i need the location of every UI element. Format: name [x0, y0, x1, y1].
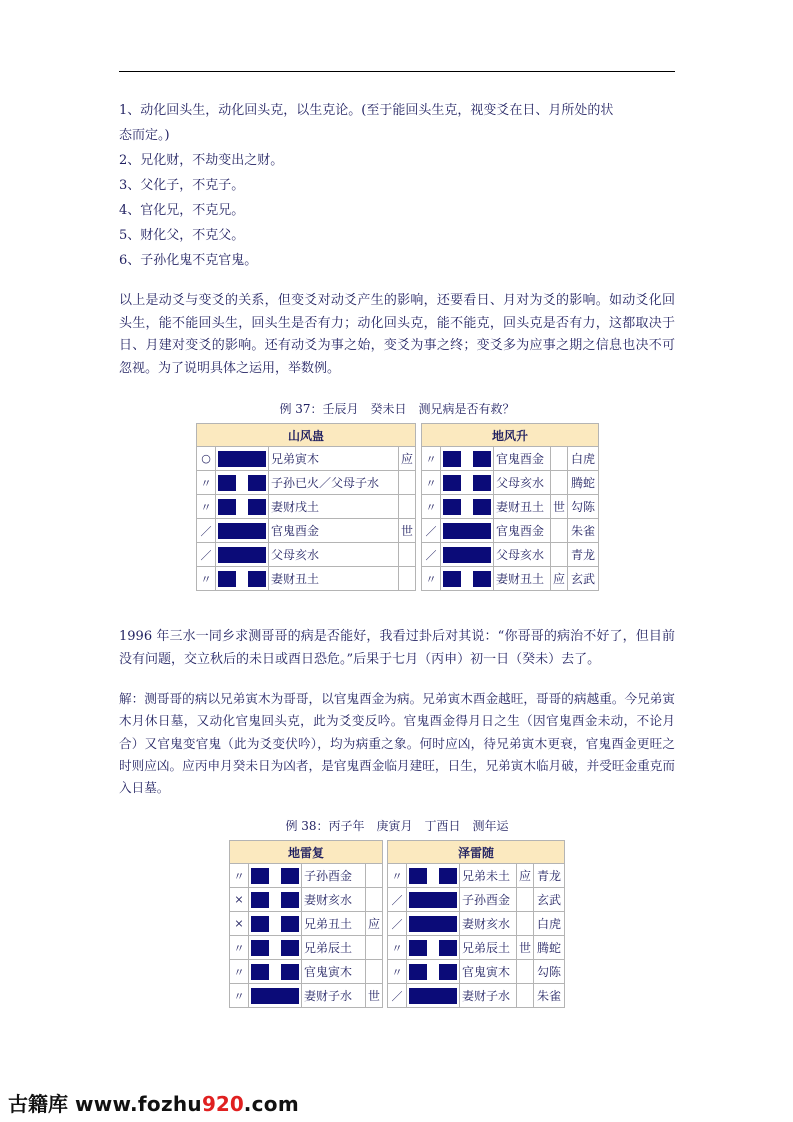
site-watermark: [8, 1088, 299, 1117]
line-bar: [216, 499, 268, 515]
hexagram-row: [230, 888, 383, 912]
six-spirit: 朱雀: [534, 984, 565, 1008]
line-relation: 子孙酉金: [460, 888, 517, 912]
shi-ying-marker: [366, 936, 383, 960]
yin-line: [249, 888, 302, 912]
hexagram-row: [422, 567, 599, 591]
line-bar: [407, 988, 459, 1004]
line-relation: 官鬼酉金: [494, 447, 551, 471]
line-relation: 官鬼酉金: [494, 519, 551, 543]
moving-mark: 〃: [230, 936, 249, 960]
line-relation: 父母亥水: [494, 543, 551, 567]
hexagram-row: [388, 984, 565, 1008]
hexagram-rows: [197, 447, 416, 591]
moving-mark: ／: [422, 543, 441, 567]
list-item: 6、子孙化鬼不克官鬼。: [119, 253, 258, 268]
moving-mark: 〃: [197, 495, 216, 519]
yang-line: [407, 912, 460, 936]
shi-ying-marker: [551, 519, 568, 543]
moving-mark: ／: [388, 912, 407, 936]
yin-line: [249, 912, 302, 936]
yin-line: [441, 471, 494, 495]
watermark-domain-suffix: .com: [243, 1092, 299, 1116]
moving-mark: 〃: [197, 471, 216, 495]
yang-line: [441, 543, 494, 567]
shi-ying-marker: 世: [366, 984, 383, 1008]
shi-ying-marker: [517, 888, 534, 912]
hexagram-title: 地风升: [422, 424, 599, 447]
line-bar: [441, 547, 493, 563]
six-spirit: 腾蛇: [568, 471, 599, 495]
header-rule: [119, 71, 675, 72]
yin-line: [407, 936, 460, 960]
line-relation: 妻财丑土: [269, 567, 399, 591]
six-spirit: 青龙: [568, 543, 599, 567]
shi-ying-marker: 应: [551, 567, 568, 591]
watermark-domain-number: 920: [201, 1092, 244, 1116]
hexagram-row: [388, 912, 565, 936]
shi-ying-marker: [517, 960, 534, 984]
hexagram-row: [422, 543, 599, 567]
line-bar: [216, 571, 268, 587]
six-spirit: 勾陈: [534, 960, 565, 984]
yin-line: [216, 495, 269, 519]
shi-ying-marker: 世: [399, 519, 416, 543]
line-relation: 父母亥水: [269, 543, 399, 567]
shi-ying-marker: [517, 984, 534, 1008]
yang-line: [407, 984, 460, 1008]
line-bar: [216, 523, 268, 539]
moving-mark: 〃: [197, 567, 216, 591]
hexagram-row: [422, 471, 599, 495]
line-relation: 兄弟未土: [460, 864, 517, 888]
line-relation: 妻财子水: [460, 984, 517, 1008]
hexagram-row: [230, 864, 383, 888]
six-spirit: 腾蛇: [534, 936, 565, 960]
moving-mark: 〃: [422, 567, 441, 591]
line-relation: 兄弟丑土: [302, 912, 366, 936]
list-item: 态而定。): [119, 128, 170, 143]
hexagram-row: [422, 519, 599, 543]
line-relation: 子孙已火／父母子水: [269, 471, 399, 495]
shi-ying-marker: [366, 888, 383, 912]
line-bar: [441, 499, 493, 515]
example-37-caption: 例 37：壬辰月 癸未日 测兄病是否有救？: [279, 402, 515, 416]
moving-mark: 〃: [388, 960, 407, 984]
line-bar: [441, 451, 493, 467]
line-relation: 妻财丑土: [494, 567, 551, 591]
six-spirit: 青龙: [534, 864, 565, 888]
list-item: 3、父化子，不克子。: [119, 178, 245, 193]
hexagram-table-difengsheng: [421, 423, 599, 591]
shi-ying-marker: 应: [517, 864, 534, 888]
six-spirit: 玄武: [534, 888, 565, 912]
list-item: 4、官化兄，不克兄。: [119, 203, 245, 218]
yang-line: [216, 543, 269, 567]
example-38-caption: 例 38：丙子年 庚寅月 丁酉日 测年运: [285, 819, 509, 833]
yang-line: [216, 447, 269, 471]
line-bar: [407, 868, 459, 884]
moving-mark: 〃: [388, 864, 407, 888]
line-bar: [216, 547, 268, 563]
line-bar: [407, 940, 459, 956]
paragraph-explanation: 解：测哥哥的病以兄弟寅木为哥哥，以官鬼酉金为病。兄弟寅木酉金越旺，哥哥的病越重。今兄弟寅木月休日墓，又动化官鬼回头克，此为爻变反吟。官鬼酉金得月日之生（因官鬼酉金未动，不论月合）又官鬼变官鬼（此为爻变伏吟），均为病重之象。何时应凶，待兄弟寅木更衰，官鬼酉金更旺之时则应凶。应丙申月癸未日为凶者，是官鬼酉金临月建旺，日生，兄弟寅木临月破，并受旺金重克而入日墓。: [119, 691, 675, 796]
list-item: 5、财化父，不克父。: [119, 228, 245, 243]
six-spirit: 白虎: [534, 912, 565, 936]
shi-ying-marker: [517, 912, 534, 936]
paragraph-intro: 以上是动爻与变爻的关系，但变爻对动爻产生的影响，还要看日、月对为爻的影响。如动爻化回头生，能不能回头生，回头生是否有力；动化回头克，能不能克，回头克是否有力，这都取决于日、月建对变爻的影响。还有动爻为事之始，变爻为事之终；变爻多为应事之期之信息也决不可忽视。为了说明具体之运用，举数例。: [119, 293, 675, 377]
hexagram-row: [197, 495, 416, 519]
hexagram-row: [388, 888, 565, 912]
line-bar: [249, 892, 301, 908]
yin-line: [407, 960, 460, 984]
line-bar: [216, 451, 268, 467]
shi-ying-marker: [399, 471, 416, 495]
line-relation: 官鬼寅木: [460, 960, 517, 984]
hexagram-row: [230, 984, 383, 1008]
yang-line: [216, 519, 269, 543]
hexagram-row: [197, 447, 416, 471]
yin-line: [441, 495, 494, 519]
shi-ying-marker: 应: [366, 912, 383, 936]
shi-ying-marker: [399, 543, 416, 567]
moving-mark: ／: [388, 984, 407, 1008]
shi-ying-marker: 世: [517, 936, 534, 960]
watermark-domain-prefix: www.fozhu: [74, 1092, 202, 1116]
shi-ying-marker: [366, 960, 383, 984]
line-relation: 妻财亥水: [460, 912, 517, 936]
moving-mark: 〃: [422, 447, 441, 471]
hexagram-row: [230, 912, 383, 936]
moving-mark: 〃: [422, 471, 441, 495]
hexagram-rows: [422, 447, 599, 591]
line-bar: [249, 916, 301, 932]
hexagram-rows: [388, 864, 565, 1008]
yin-line: [407, 864, 460, 888]
shi-ying-marker: [551, 543, 568, 567]
line-relation: 妻财亥水: [302, 888, 366, 912]
six-spirit: 勾陈: [568, 495, 599, 519]
line-relation: 兄弟辰土: [302, 936, 366, 960]
hexagram-table-zeleisui: [387, 840, 565, 1008]
line-relation: 子孙酉金: [302, 864, 366, 888]
shi-ying-marker: [399, 567, 416, 591]
hexagram-row: [197, 543, 416, 567]
hexagram-row: [230, 936, 383, 960]
moving-mark: ／: [388, 888, 407, 912]
yin-line: [441, 567, 494, 591]
yang-line: [249, 984, 302, 1008]
line-bar: [407, 916, 459, 932]
moving-mark: 〃: [230, 864, 249, 888]
hexagram-row: [230, 960, 383, 984]
line-bar: [441, 475, 493, 491]
hexagram-row: [388, 864, 565, 888]
line-relation: 妻财丑土: [494, 495, 551, 519]
moving-mark: ×: [230, 888, 249, 912]
moving-mark: 〃: [388, 936, 407, 960]
moving-mark: ×: [230, 912, 249, 936]
moving-mark: 〃: [230, 984, 249, 1008]
yin-line: [249, 864, 302, 888]
hexagram-row: [388, 936, 565, 960]
line-bar: [249, 868, 301, 884]
shi-ying-marker: [399, 495, 416, 519]
shi-ying-marker: 应: [399, 447, 416, 471]
shi-ying-marker: [551, 447, 568, 471]
line-relation: 兄弟辰土: [460, 936, 517, 960]
yin-line: [216, 567, 269, 591]
hexagram-row: [422, 495, 599, 519]
shi-ying-marker: 世: [551, 495, 568, 519]
yin-line: [249, 960, 302, 984]
yin-line: [249, 936, 302, 960]
hexagram-title: 山风蛊: [197, 424, 416, 447]
six-spirit: 朱雀: [568, 519, 599, 543]
list-item: 2、兄化财，不劫变出之财。: [119, 153, 284, 168]
moving-mark: 〃: [230, 960, 249, 984]
yin-line: [441, 447, 494, 471]
moving-mark: 〃: [422, 495, 441, 519]
line-bar: [441, 523, 493, 539]
shi-ying-marker: [366, 864, 383, 888]
line-bar: [249, 988, 301, 1004]
relation-list: [119, 98, 675, 273]
line-bar: [407, 892, 459, 908]
line-bar: [249, 964, 301, 980]
line-bar: [441, 571, 493, 587]
hexagram-rows: [230, 864, 383, 1008]
moving-mark: ／: [197, 519, 216, 543]
list-item: 1、动化回头生，动化回头克，以生克论。(至于能回头生克，视变爻在日、月所处的状: [119, 103, 614, 118]
yang-line: [407, 888, 460, 912]
hexagram-row: [197, 567, 416, 591]
hexagram-table-dileifu: [229, 840, 383, 1008]
paragraph-case: 1996 年三水一同乡求测哥哥的病是否能好，我看过卦后对其说：“你哥哥的病治不好了，但目前没有问题，交立秋后的未日或酉日恐危。”后果于七月（丙申）初一日（癸未）去了。: [119, 629, 675, 667]
six-spirit: 玄武: [568, 567, 599, 591]
yin-line: [216, 471, 269, 495]
hexagram-row: [197, 519, 416, 543]
line-relation: 妻财子水: [302, 984, 366, 1008]
line-relation: 兄弟寅木: [269, 447, 399, 471]
moving-mark: ／: [197, 543, 216, 567]
line-relation: 父母亥水: [494, 471, 551, 495]
line-relation: 妻财戌土: [269, 495, 399, 519]
hexagram-row: [388, 960, 565, 984]
shi-ying-marker: [551, 471, 568, 495]
moving-mark: ○: [197, 447, 216, 471]
six-spirit: 白虎: [568, 447, 599, 471]
line-bar: [407, 964, 459, 980]
hexagram-table-shanfenggu: [196, 423, 416, 591]
moving-mark: ／: [422, 519, 441, 543]
line-bar: [216, 475, 268, 491]
line-relation: 官鬼酉金: [269, 519, 399, 543]
hexagram-title: 地雷复: [230, 841, 383, 864]
yang-line: [441, 519, 494, 543]
line-bar: [249, 940, 301, 956]
line-relation: 官鬼寅木: [302, 960, 366, 984]
hexagram-row: [422, 447, 599, 471]
hexagram-row: [197, 471, 416, 495]
hexagram-title: 泽雷随: [388, 841, 565, 864]
watermark-brand: 古籍库: [8, 1092, 68, 1116]
